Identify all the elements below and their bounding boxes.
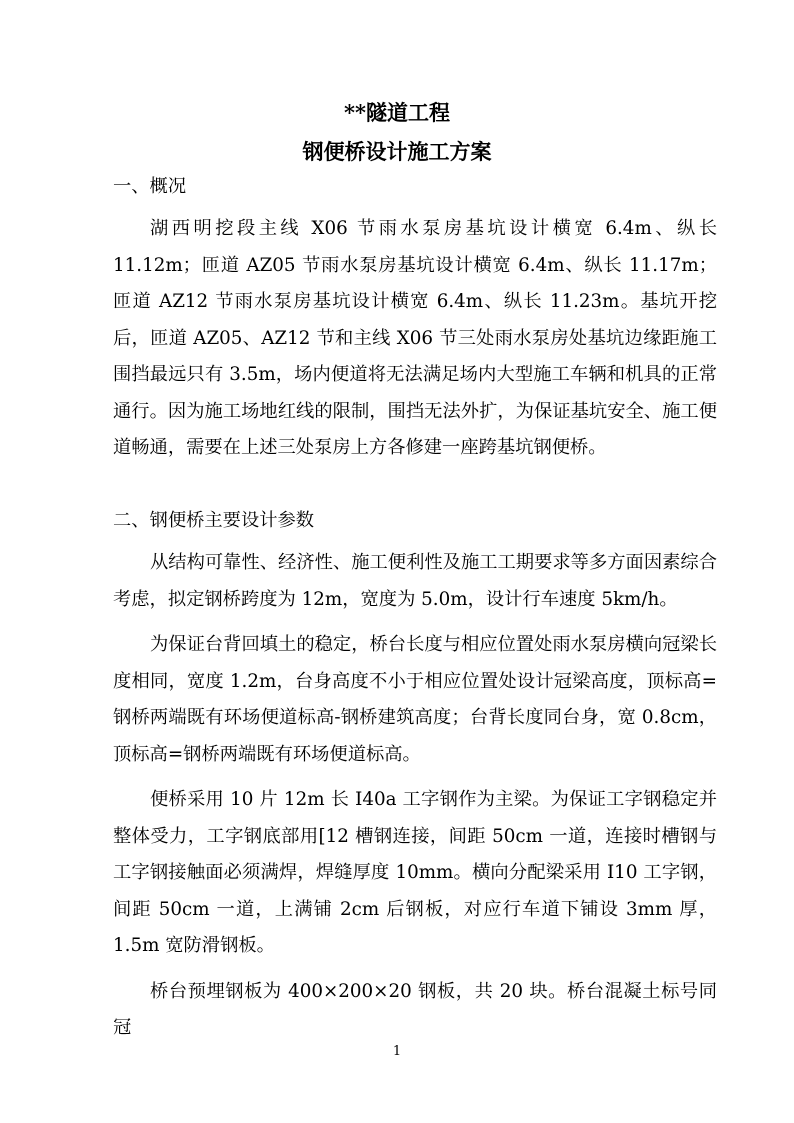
paragraph-embedded-plate: 桥台预埋钢板为 400×200×20 钢板，共 20 块。桥台混凝土标号同冠 [113,980,717,1038]
document-title: **隧道工程 [344,100,450,125]
paragraph-overview: 湖西明挖段主线 X06 节雨水泵房基坑设计横宽 6.4m、纵长 11.12m；匝道 AZ05 节雨水泵房基坑设计横宽 6.4m、纵长 11.17m；匝道 AZ12 节雨水泵房基坑设计横宽 6.4m、纵长 11.23m。基坑开挖后，匝道 AZ05、AZ12 节和主线 X06 节三处雨水泵房处基坑边缘距施工围挡最远只有 3.5m，场内便道将无法满足场内大型施工车辆和机具的正常通行。因为施工场地红线的限制，围挡无法外扩，为保证基坑安全、施工便道畅通，需要在上述三处泵房上方各修建一座跨基坑钢便桥。 [113,218,717,458]
document-body-3 [113,545,717,1047]
section-heading-overview: 一、概况 [113,176,187,197]
page-number: 1 [392,1044,402,1059]
section-heading-parameters: 二、钢便桥主要设计参数 [113,510,315,531]
document-subtitle: 钢便桥设计施工方案 [302,139,492,164]
paragraph-beams: 便桥采用 10 片 12m 长 I40a 工字钢作为主梁。为保证工字钢稳定并整体受力，工字钢底部用[12 槽钢连接，间距 50cm 一道，连接时槽钢与工字钢接触面必须满焊，焊缝厚度 10mm。横向分配梁采用 I10 工字钢，间距 50cm 一道，上满铺 2cm 后钢板，对应行车道下铺设 3mm 厚，1.5m 宽防滑钢板。 [113,789,717,956]
paragraph-abutment: 为保证台背回填土的稳定，桥台长度与相应位置处雨水泵房横向冠梁长度相同，宽度 1.2m，台身高度不小于相应位置处设计冠梁高度，顶标高=钢桥两端既有环场便道标高-钢桥建筑高度；台背长度同台身，宽 0.8cm，顶标高=钢桥两端既有环场便道标高。 [113,634,717,765]
paragraph-span: 从结构可靠性、经济性、施工便利性及施工工期要求等多方面因素综合考虑，拟定钢桥跨度为 12m，宽度为 5.0m，设计行车速度 5km/h。 [113,552,717,610]
document-body [113,172,717,467]
document-body-2 [113,506,717,536]
